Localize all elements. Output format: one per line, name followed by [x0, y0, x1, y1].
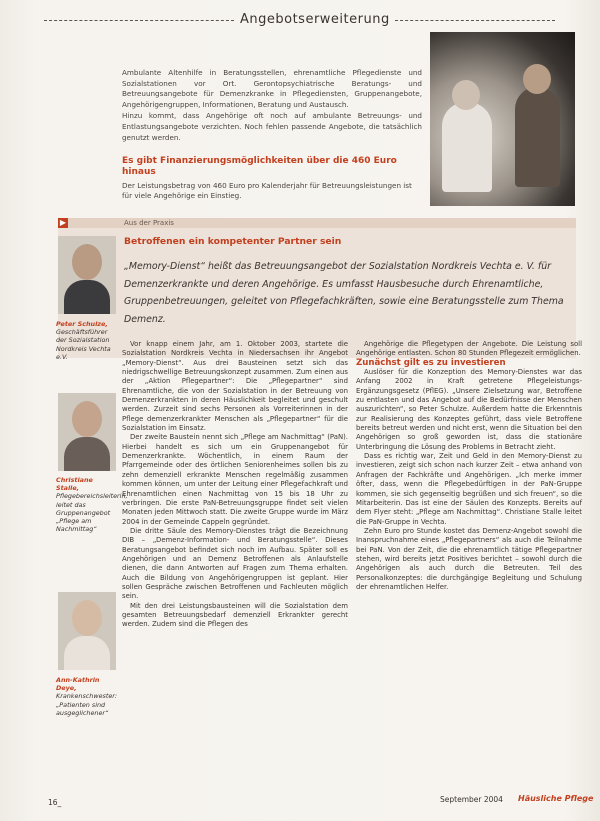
portrait-caption — [56, 476, 128, 534]
intro-paragraph: Hinzu kommt, dass Angehörige oft noch auf ambulante Betreuungs- und Entlastungsangebote verzichten. Noch fehlen passende Angebote, die tatsächlich genutzt werden. — [122, 111, 422, 142]
portrait-photo — [58, 393, 116, 471]
body-paragraph: Auslöser für die Konzeption des Memory-Dienstes war das Anfang 2002 in Kraft getretene Pflegeleistungs-Ergänzungsgesetz (PflEG). „Unsere Zielsetzung war, Betroffene zu entlasten und das Angebot auf die Bedürfnisse der Menschen auszurichten“, so Peter Schulze. Außerdem hatte die Erkenntnis zur Realisierung des Konzeptes geführt, dass viele Betroffene bereits betreut werden und nicht erst, wenn die Situation bei den Angehörigen so groß geworden ist, dass die stationäre Unterbringung die Lösung des Problems in Betracht zieht. — [356, 368, 582, 451]
portrait-body — [64, 280, 110, 314]
article-column-1 — [122, 340, 348, 630]
person-name: Ann-Kathrin Deye, — [56, 676, 100, 693]
issue-date: September 2004 — [440, 795, 503, 804]
body-paragraph: Angehörige die Pflegetypen der Angebote. Die Leistung soll Angehörige entlasten. Schon 80 Stunden Pflegezeit ermöglichen. — [356, 340, 582, 358]
person-role: Geschäftsführer der Sozialstation Nordkreis Vechta e.V. — [56, 328, 111, 361]
body-paragraph: Dass es richtig war, Zeit und Geld in den Memory-Dienst zu investieren, zeigt sich schon nach kurzer Zeit – etwa anhand von Anfragen der Fachkräfte und Angehörigen. „Ich merke immer öfter, dass, wenn die Pflegebedürftigen in der PaN-Gruppe kommen, sie sich gegenseitig begrüßen und sich freuen“, so die Mitarbeiterin. Das ist eine der Säulen des Konzepts. Bereits auf dem Flyer steht: „Pflege am Nachmittag“. Christiane Stalle leitet die PaN-Gruppe in Vechta. — [356, 452, 582, 526]
practice-box-title: Betroffenen ein kompetenter Partner sein — [124, 236, 342, 247]
intro-paragraph: Ambulante Altenhilfe in Beratungsstellen, ehrenamtliche Pflegedienste und Sozialstationen vor Ort. Gerontopsychiatrische Beratungs- und Betreuungsangebote für Demenzkranke in Pflegediensten, Gruppenangebote, Angehörigengruppen, Informationen, Beratung und Austausch. — [122, 68, 422, 109]
person-role: Pflegebereichsleiterin, leitet das Gruppenangebot „Pflege am Nachmittag“ — [56, 492, 128, 534]
portrait-head — [72, 401, 102, 437]
photo-figure-head — [523, 64, 551, 94]
intro-subheading: Es gibt Finanzierungsmöglichkeiten über die 460 Euro hinaus — [122, 156, 397, 177]
play-triangle-icon: ▶ — [59, 218, 67, 227]
header-rule-left — [44, 20, 234, 21]
portrait-body — [64, 437, 110, 471]
intro-tail: Der Leistungsbetrag von 460 Euro pro Kalenderjahr für Betreuungsleistungen ist für viele Angehörige ein Einstieg. — [122, 181, 412, 201]
portrait-photo — [58, 592, 116, 670]
body-paragraph: Vor knapp einem Jahr, am 1. Oktober 2003, startete die Sozialstation Nordkreis Vechta in Niedersachsen ihr Angebot „Memory-Dienst“. Aus drei Bausteinen setzt sich das niedrigschwellige Betreuungskonzept zusammen. Zum einen aus der „Aktion Pflegepartner“: Die „Pflegepartner“ sind Ehrenamtliche, die von der Sozialstation in der Betreuung von Demenzerkrankten in deren Häuslichkeit begleitet und geschult werden. Zurzeit sind sechs Personen als Vorreiterinnen in der Pflege demenzerkrankter Menschen als „Pflegepartner“ für die Sozialstation im Einsatz. — [122, 340, 348, 433]
header-title: Angebotserweiterung — [240, 12, 390, 27]
portrait-photo — [58, 236, 116, 314]
portrait-body — [64, 636, 110, 670]
practice-box-label: Aus der Praxis — [124, 219, 174, 227]
body-paragraph: Der zweite Baustein nennt sich „Pflege am Nachmittag“ (PaN). Hierbei handelt es sich um ein Gruppenangebot für Demenzerkrankte. Wöchentlich, in einem Raum der Pfarrgemeinde oder des örtlichen Seniorenheimes sollen bis zu zehn demenziell erkrankte Menschen regelmäßig zusammen kommen können, um unter der Leitung einer Pflegefachkraft und Ehrenamtlichen einen Nachmittag von 15 bis 18 Uhr zu verbringen. Die erste PaN-Betreuungsgruppe findet seit vielen Monaten jeden Mittwoch statt. Die zweite Gruppe wurde im März 2004 in der Gemeinde Cappeln gegründet. — [122, 433, 348, 526]
photo-figure — [515, 87, 560, 187]
portrait-caption — [56, 676, 118, 717]
page-number: 16_ — [48, 798, 62, 807]
person-name: Peter Schulze, — [56, 320, 108, 328]
body-paragraph: Die dritte Säule des Memory-Dienstes trägt die Bezeichnung DIB – „Demenz-Information- und Beratungsstelle“. Dieses Beratungsangebot befindet sich noch im Aufbau. Später soll es Angehörigen und an Demenz Betroffenen als Anlaufstelle dienen, die dann Antworten auf Fragen zum Thema erhalten. Auch die Bildung von Angehörigengruppen ist geplant. Hier sollen Gespräche zwischen Betroffenen und Fachleuten möglich sein. — [122, 526, 348, 601]
intro-text — [122, 68, 422, 144]
person-name: Christiane Stalle, — [56, 476, 93, 493]
article-column-2 — [356, 340, 582, 592]
photo-figure-head — [452, 80, 480, 110]
portrait-caption — [56, 320, 118, 361]
photo-figure — [442, 102, 492, 192]
article-photo — [430, 32, 575, 206]
portrait-head — [72, 600, 102, 636]
body-paragraph: Mit den drei Leistungsbausteinen will die Sozialstation dem gesamten Betreuungsbedarf demenziell Erkrankter gerecht werden. Zudem sind die Pflegen des — [122, 601, 348, 629]
person-role: Krankenschwester: „Patienten sind ausgeglichener“ — [56, 692, 118, 717]
portrait-head — [72, 244, 102, 280]
practice-box-lead: „Memory-Dienst“ heißt das Betreuungsangebot der Sozialstation Nordkreis Vechta e. V. für Demenzerkrankte und deren Angehörige. Es umfasst Hausbesuche durch Ehrenamtliche, Gruppenbetreuungen, geleitet von Pflegefachkräften, sowie eine Beratungsstelle zum Thema Demenz. — [124, 261, 564, 325]
body-paragraph: Zehn Euro pro Stunde kostet das Demenz-Angebot sowohl die Inanspruchnahme eines „Pflegepartners“ als auch die Teilnahme bei PaN. Von der Zeit, die die ehrenamtlich tätige Pflegepartner stehen, wird bereits jetzt Positives berichtet – sowohl durch die Angehörigen als auch durch die Betreuten. Teil des Personalkonzeptes: die durchgängige Begleitung und Schulung der ehrenamtlichen Helfer. — [356, 526, 582, 591]
header-rule-right — [395, 20, 555, 21]
magazine-title: Häusliche Pflege — [518, 794, 594, 803]
column-subheading: Zunächst gilt es zu investieren — [356, 357, 506, 368]
